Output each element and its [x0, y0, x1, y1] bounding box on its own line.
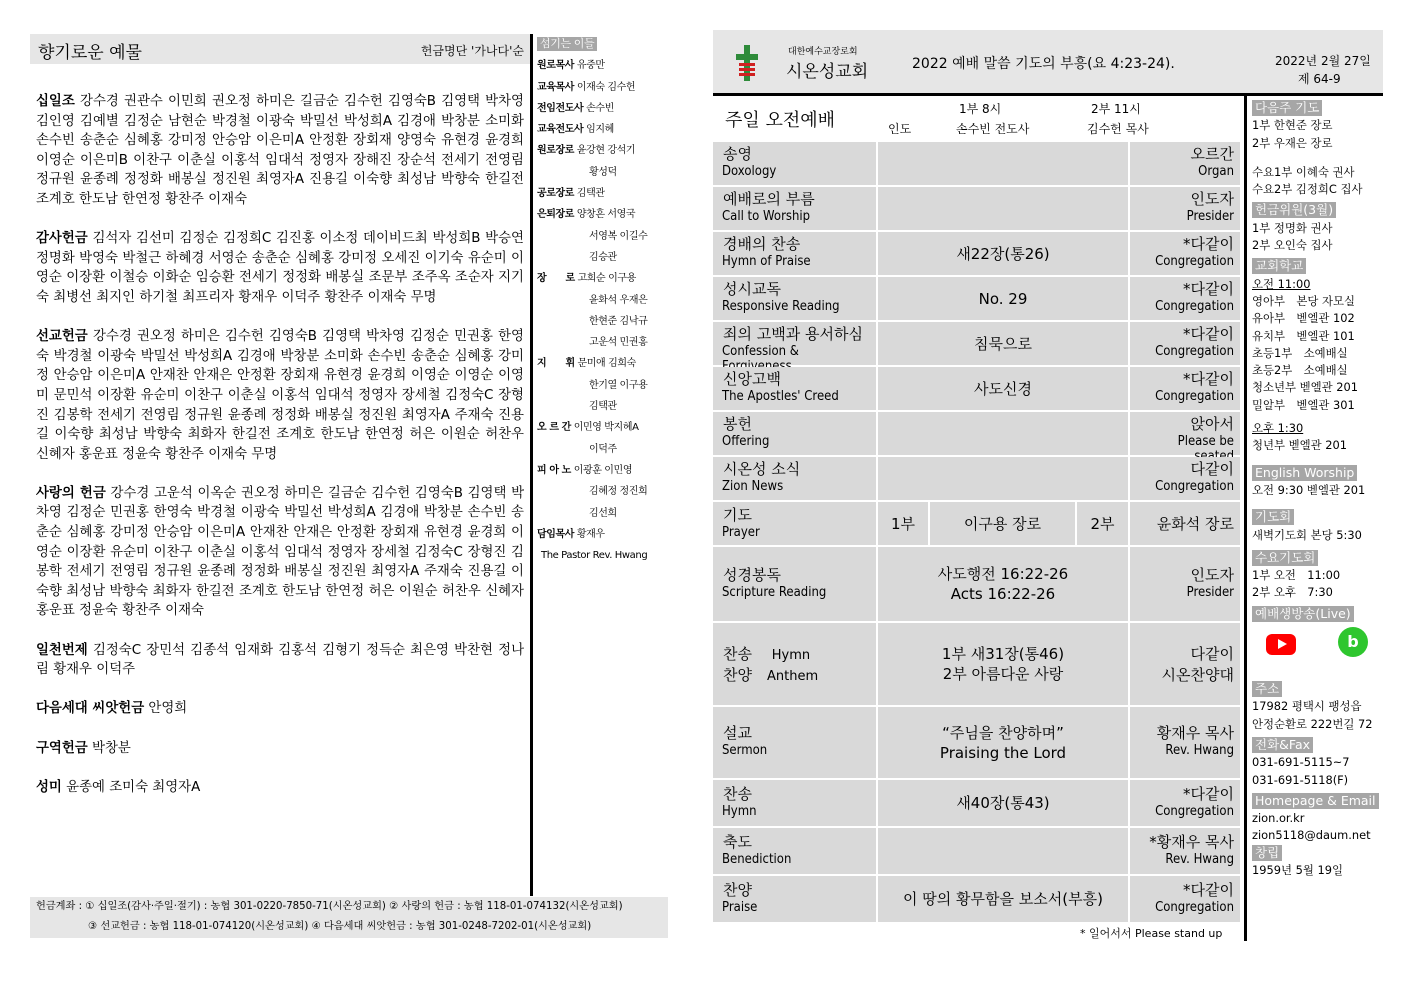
minister-names: 양창흔 서영국	[576, 209, 636, 221]
minister-names: 이덕주	[589, 443, 617, 455]
info-line: 안정순환로 222번길 72	[1252, 716, 1373, 731]
row-title: 예배로의 부름	[723, 190, 815, 208]
row-right-ko: 인도자	[1190, 190, 1234, 208]
ministers-heading: 섬기는 이들	[537, 37, 597, 51]
row-center	[878, 457, 1128, 500]
row-center	[878, 412, 1128, 455]
sermon-title-en: Praising the Lord	[939, 743, 1067, 762]
row-title-en: Scripture Reading	[722, 585, 827, 600]
school-heading: 교회학교	[1252, 258, 1306, 274]
email-link[interactable]: zion5118@daum.net	[1252, 828, 1371, 843]
minister-names: 한기열 이구용	[589, 379, 648, 391]
row-title: 기도	[723, 506, 752, 524]
row-right	[1130, 547, 1240, 621]
row-title-en: Hymn of Praise	[722, 254, 811, 269]
row-title-en: Sermon	[722, 743, 768, 758]
wed-heading: 수요기도회	[1252, 550, 1318, 566]
row-right-ko: *다같이	[1183, 785, 1234, 803]
row-right-ko: *다같이	[1183, 881, 1234, 899]
anthem-right1: 다같이	[1190, 645, 1234, 663]
offering-group	[36, 641, 524, 680]
row-center-text: 새22장(통26)	[956, 244, 1050, 263]
info-line: 초등1부 소예배실	[1252, 345, 1348, 360]
row-title: 시온성 소식	[723, 460, 801, 478]
row-title: 송영	[723, 145, 752, 163]
offer-heading: 헌금위원(3월)	[1252, 202, 1336, 218]
row-right	[1130, 780, 1240, 826]
group-label: 감사헌금	[36, 231, 88, 247]
footer-line: ③ 선교헌금 : 농협 118-01-074120(시온성교회) ④ 다음세대 씨앗헌금 : 농협 301-0248-7202-01(시온성교회)	[88, 921, 592, 932]
row-right-ko: *다같이	[1183, 235, 1234, 253]
account-footer	[30, 897, 668, 938]
info-line: 새벽기도회 본당 5:30	[1252, 527, 1362, 542]
offering-subtitle: 헌금명단 '가나다'순	[420, 44, 524, 58]
row-right-en: Organ	[1198, 164, 1234, 179]
row-right-ko: 다같이	[1190, 460, 1234, 478]
school-pm: 오후 1:30	[1252, 421, 1304, 436]
minister-names: 이광훈 이민영	[573, 464, 633, 476]
row-right	[1130, 623, 1240, 705]
anthem-en2: Anthem	[767, 669, 819, 684]
minister-names: 손수빈	[586, 102, 614, 114]
row-right	[1130, 412, 1240, 455]
offering-group	[36, 699, 524, 719]
part2-leader: 김수헌 목사	[1087, 122, 1149, 136]
row-title-en: Prayer	[722, 525, 760, 540]
row-right	[1130, 322, 1240, 365]
offering-group	[36, 739, 524, 759]
order-row	[713, 187, 1240, 230]
row-center	[878, 780, 1128, 826]
lead-label: 인도	[888, 122, 912, 136]
founded-heading: 창립	[1252, 845, 1282, 861]
row-right-en: Congregation	[1155, 254, 1234, 269]
row-title-en: Confession &	[722, 344, 799, 359]
minister-row	[537, 204, 667, 225]
bulletin-date: 2022년 2월 27일	[1275, 54, 1371, 68]
denomination: 대한예수교장로회	[788, 47, 858, 57]
minister-role: 원로목사	[537, 60, 575, 72]
row-title: 봉헌	[723, 415, 752, 433]
minister-row	[537, 55, 667, 76]
group-label: 사랑의 헌금	[36, 485, 106, 501]
row-left	[713, 412, 876, 455]
info-line: 2부 오후 7:30	[1252, 585, 1333, 600]
info-line: 수요2부 김정희C 집사	[1252, 182, 1363, 197]
info-line: 1부 정명화 권사	[1252, 220, 1333, 235]
minister-role: 장 로	[537, 273, 575, 285]
order-row	[713, 232, 1240, 275]
row-left	[713, 187, 876, 230]
row-right-ko: *다같이	[1183, 325, 1234, 343]
minister-row	[537, 119, 667, 140]
row-title-en: Doxology	[722, 164, 777, 179]
row-title-en: Benediction	[722, 852, 792, 867]
group-label: 다음세대 씨앗헌금	[36, 701, 145, 717]
row-center	[878, 187, 1128, 230]
info-line: 청년부 벧엘관 201	[1252, 438, 1348, 453]
group-names: 김정숙C 장민석 김종석 임재화 김홍석 김형기 정득순 최은영 박찬현 정나림 황재우 이덕주	[36, 642, 525, 678]
minister-role: 지 휘	[537, 358, 575, 370]
next-week-heading: 다음주 기도	[1252, 100, 1322, 116]
group-names: 윤종예 조미숙 최영자A	[66, 779, 201, 795]
row-right-ko: 앉아서	[1190, 415, 1234, 433]
minister-names: 임지혜	[586, 124, 614, 136]
info-line: 영아부 본당 자모실	[1252, 293, 1356, 308]
row-title: 찬양	[723, 881, 752, 899]
row-right	[1130, 828, 1240, 874]
order-row-prayer	[713, 502, 1240, 545]
offering-group	[36, 229, 524, 307]
minister-role: 교육전도사	[537, 124, 584, 136]
row-title: 경배의 찬송	[723, 235, 801, 253]
info-line: 유치부 벧엘관 101	[1252, 328, 1355, 343]
anthem-ko2: 찬양	[723, 666, 752, 684]
order-row-praise	[713, 876, 1240, 922]
anthem-line2: 2부 아름다운 사랑	[942, 665, 1064, 683]
info-line: 2부 우재은 장로	[1252, 135, 1333, 150]
row-right	[1130, 457, 1240, 500]
order-row	[713, 142, 1240, 185]
row-title: 신앙고백	[723, 370, 781, 388]
minister-names: 유중만	[576, 60, 605, 72]
offering-list	[36, 92, 524, 817]
row-left	[713, 876, 876, 922]
group-names: 강수경 권관수 이민희 권오정 하미은 길금순 김수헌 김영숙B 김영택 박차영 김인영 김예별 김정순 남현순 박경철 이광숙 박밀선 박성희A 김경애 박창분 소미화 손수빈 송춘순 심혜홍 강미정 안승암 이은미A 안정환 장회재 양영숙 유현경 윤경희 이영순 이은미B 이찬구 이춘실 이홍석 임대석 정영자 장해진 장순석 전세기 전영림 정규원 윤종례 정정화 배봉실 정진원 최영자A 진용길 이숙향 최성남 박향숙 한길전 조계호 한도남 한연정 황찬주 이재숙	[36, 94, 524, 207]
row-right-en: Rev. Hwang	[1165, 852, 1234, 867]
row-right-ko: *다같이	[1183, 370, 1234, 388]
info-line: 오전 9:30 벧엘관 201	[1252, 482, 1366, 497]
minister-names: 김택관	[576, 188, 605, 200]
minister-names: 김택관	[589, 401, 617, 413]
info-line	[1252, 152, 1387, 164]
row-center-text: 침묵으로	[974, 334, 1032, 353]
row-title: 성경봉독	[723, 566, 781, 584]
group-names: 강수경 고운석 이옥순 권오정 하미은 길금순 김수헌 김영숙B 김영택 박차영 김정순 민권홍 한영숙 박경철 이광숙 박밀선 박성희A 김경애 박창분 손수빈 송춘순 심혜홍 강미정 안승암 이은미A 안재찬 안재은 안정환 장회재 유현경 윤경희 이영순 이장환 유순미 이찬구 이춘실 이홍석 임대석 정영자 장세철 김정숙C 장형진 김봉학 전세기 전영림 정규원 윤종례 정정화 배봉실 정진원 최영자A 주재숙 진용길 이숙향 최성남 박향숙 최화자 한길전 조계호 한도남 한연정 허은 이원순 허찬우 신혜자 홍운표 정윤숙 황찬주 이재숙	[36, 485, 524, 619]
row-title-en: Hymn	[722, 804, 757, 819]
order-row	[713, 367, 1240, 410]
part2-time: 2부 11시	[1091, 102, 1141, 116]
row-title: 축도	[723, 833, 752, 851]
row-center	[878, 232, 1128, 275]
pastor-en: The Pastor Rev. Hwang	[541, 550, 648, 562]
row-center-text: No. 29	[978, 289, 1028, 308]
offering-group	[36, 327, 524, 464]
part1-time: 1부 8시	[959, 102, 1002, 116]
row-title-en: Call to Worship	[722, 209, 811, 224]
row-right	[1130, 277, 1240, 320]
sermon-title: “주님을 찬양하며”	[942, 723, 1064, 742]
info-line: 초등2부 소예배실	[1252, 363, 1348, 378]
minister-names: 한현준 김낙규	[589, 315, 648, 327]
row-right-en: Rev. Hwang	[1165, 743, 1234, 758]
minister-names: 김혜정 정진희	[589, 486, 648, 498]
row-left	[713, 277, 876, 320]
prayer-part1-name: 이구용 장로	[930, 502, 1075, 545]
church-name: 시온성교회	[786, 62, 869, 82]
row-center	[878, 322, 1128, 365]
row-left	[713, 828, 876, 874]
minister-row	[537, 183, 667, 204]
row-title: 찬송	[723, 785, 752, 803]
group-names: 박창분	[92, 740, 131, 756]
row-left	[713, 547, 876, 621]
row-title-en: Responsive Reading	[722, 299, 840, 314]
info-line: 17982 평택시 팽성읍	[1252, 699, 1362, 714]
row-right-en: Please be	[1177, 434, 1234, 449]
order-row-hymn	[713, 780, 1240, 826]
minister-names: 문미애 김희숙	[577, 358, 636, 370]
row-left	[713, 502, 876, 545]
minister-row	[537, 140, 667, 161]
minister-row	[537, 460, 667, 481]
group-names: 안영희	[148, 701, 188, 717]
anthem-en1: Hymn	[771, 648, 811, 663]
offering-group	[36, 778, 524, 798]
minister-row	[537, 268, 667, 289]
row-center-text: 새40장(통43)	[956, 794, 1050, 812]
group-label: 선교헌금	[36, 329, 88, 345]
address-heading: 주소	[1252, 681, 1282, 697]
tel-heading: 전화&Fax	[1252, 737, 1313, 753]
minister-role: 전임전도사	[537, 102, 584, 114]
row-right	[1130, 232, 1240, 275]
minister-role: 원로장로	[537, 145, 575, 157]
info-line: 수요1부 이혜숙 권사	[1252, 164, 1355, 179]
row-right-en: Presider	[1186, 585, 1234, 600]
row-right-en: Congregation	[1155, 900, 1234, 915]
info-line: 1부 한현준 장로	[1252, 118, 1333, 133]
minister-role: 공로장로	[537, 188, 575, 200]
row-title: 설교	[723, 724, 752, 742]
church-logo-icon	[736, 45, 758, 81]
minister-names: 윤화석 우재은	[589, 294, 648, 306]
offering-header	[30, 34, 532, 64]
row-title: 죄의 고백과 용서하심	[723, 325, 863, 343]
row-right-en: Congregation	[1155, 299, 1234, 314]
row-left	[713, 142, 876, 185]
scripture-en: Acts 16:22-26	[950, 585, 1056, 603]
offering-group	[36, 484, 524, 621]
order-row-anthem	[713, 623, 1240, 705]
row-right	[1130, 707, 1240, 778]
row-title-en: Praise	[722, 900, 758, 915]
group-label: 십일조	[36, 94, 75, 109]
row-left	[713, 367, 876, 410]
english-heading: English Worship	[1252, 465, 1357, 481]
year-theme: 2022 예배 말씀 기도의 부흥(요 4:23-24).	[912, 56, 1175, 72]
group-label: 일천번제	[36, 642, 88, 658]
row-center-text: 사도신경	[974, 379, 1032, 398]
minister-row	[537, 77, 667, 98]
order-row	[713, 277, 1240, 320]
info-line: 2부 오인숙 집사	[1252, 238, 1333, 253]
anthem-ko1: 찬송	[723, 645, 752, 663]
part1-leader: 손수빈 전도사	[956, 122, 1030, 136]
prayer-part1: 1부	[878, 502, 928, 545]
minister-names: 이민영 박지혜A	[573, 422, 639, 434]
order-row-scripture	[713, 547, 1240, 621]
row-left	[713, 232, 876, 275]
minister-row	[537, 98, 667, 119]
row-right-en: Congregation	[1155, 479, 1234, 494]
row-center	[878, 142, 1128, 185]
row-center	[878, 876, 1128, 922]
school-am: 오전 11:00	[1252, 276, 1311, 291]
order-row	[713, 412, 1240, 455]
minister-names: 이재숙 김수헌	[576, 81, 636, 93]
row-center	[878, 828, 1128, 874]
prayer-heading: 기도회	[1252, 509, 1294, 525]
row-left	[713, 780, 876, 826]
minister-names: 황성덕	[589, 166, 617, 178]
prayer-part2-name: 윤화석 장로	[1130, 502, 1240, 545]
row-right-ko: *다같이	[1183, 280, 1234, 298]
minister-role: 교육목사	[537, 81, 575, 93]
minister-names: 윤강현 강석기	[576, 145, 636, 157]
row-title-en: Zion News	[722, 479, 784, 494]
row-right-en: Congregation	[1155, 389, 1234, 404]
anthem-right2: 시온찬양대	[1161, 666, 1234, 684]
row-right-en: Presider	[1186, 209, 1234, 224]
row-title-en: Offering	[722, 434, 770, 449]
prayer-part2: 2부	[1077, 502, 1128, 545]
service-title: 주일 오전예배	[725, 110, 836, 131]
minister-row	[537, 353, 667, 374]
ministers-list	[537, 34, 667, 566]
anthem-line1: 1부 새31장(통46)	[941, 645, 1065, 663]
row-right-ko: 황재우 목사	[1156, 724, 1234, 742]
row-center	[878, 547, 1128, 621]
minister-names: 김선희	[589, 507, 617, 519]
minister-names: 고희순 이구용	[577, 273, 636, 285]
minister-names: 고운석 민권홍	[589, 337, 648, 349]
row-right	[1130, 367, 1240, 410]
info-line: 밀알부 벧엘관 301	[1252, 397, 1355, 412]
group-names: 강수경 권오정 하미은 김수헌 김영숙B 김영택 박차영 김정순 민권홍 한영숙 박경철 이광숙 박밀선 박성희A 김경애 박창분 소미화 손수빈 송춘순 심혜홍 강미정 안승암 이은미A 안재찬 안재은 안정환 장회재 유현경 윤경희 이영순 이영순 이영미 문민석 이장환 유순미 이찬구 이춘실 이홍석 임대석 정영자 장세철 김정숙C 장형진 김봉학 전세기 전영림 정규원 윤종례 정정화 배봉실 정진원 최영자A 주재숙 진용길 이숙향 최성남 박향숙 최화자 한길전 조계호 한도남 한연정 허은 이원순 허찬우 신혜자 홍운표 정윤숙 황찬주 이재숙 무명	[36, 329, 524, 462]
minister-role: 오 르 간	[537, 422, 571, 434]
row-left	[713, 457, 876, 500]
info-line	[1252, 420, 1387, 437]
row-center	[878, 623, 1128, 705]
row-right-en: Congregation	[1155, 804, 1234, 819]
row-right-ko: 인도자	[1190, 566, 1234, 584]
info-line: 1959년 5월 19일	[1252, 862, 1343, 877]
row-right	[1130, 142, 1240, 185]
offering-title: 향기로운 예물	[38, 43, 142, 63]
sidebar-divider	[1244, 96, 1247, 941]
minister-row	[537, 524, 667, 545]
issue-number: 제 64-9	[1298, 72, 1341, 86]
row-left	[713, 623, 876, 705]
minister-role: 은퇴장로	[537, 209, 575, 221]
row-center-text: 이 땅의 황무함을 보소서(부흥)	[903, 890, 1103, 908]
order-row-benediction	[713, 828, 1240, 874]
minister-role: 담임목사	[537, 528, 575, 540]
row-title: 성시교독	[723, 280, 781, 298]
live-links	[1252, 627, 1387, 661]
scripture-ko: 사도행전 16:22-26	[937, 565, 1069, 583]
group-names: 김석자 김선미 김정순 김정희C 김진홍 이소정 데이비드최 박성희B 박승연 정명화 박영숙 박철근 하혜경 서영순 송춘순 심혜홍 강미정 오세진 이기숙 유순미 이영순 이장환 이철승 이화순 임승환 전세기 정정화 배봉실 조문부 조주옥 조순자 지기숙 최병선 최지인 하기철 최프리자 황재우 이덕주 황찬주 이재숙 무명	[36, 231, 524, 305]
row-left	[713, 322, 876, 365]
row-center	[878, 707, 1128, 778]
info-sidebar	[1252, 100, 1387, 879]
row-title-en: The Apostles' Creed	[722, 389, 839, 404]
column-divider	[530, 34, 533, 896]
order-row	[713, 322, 1240, 365]
homepage-link[interactable]: zion.or.kr	[1252, 811, 1305, 826]
row-right-en: Congregation	[1155, 344, 1234, 359]
minister-names: 황재우	[576, 528, 605, 540]
web-heading: Homepage & Email	[1252, 793, 1379, 809]
offering-group	[36, 92, 524, 210]
row-right	[1130, 187, 1240, 230]
footer-line: 헌금계좌 : ① 십일조(감사·주일·절기) : 농협 301-0220-7850-71(시온성교회) ② 사랑의 헌금 : 농협 118-01-074132(시온성교회)	[36, 901, 623, 912]
info-line: 청소년부 벧엘관 201	[1252, 380, 1359, 395]
row-right-ko: 오르간	[1190, 145, 1234, 163]
row-center	[878, 277, 1128, 320]
info-line: 1부 오전 11:00	[1252, 568, 1341, 583]
row-left	[713, 707, 876, 778]
order-row-sermon	[713, 707, 1240, 778]
group-label: 성미	[36, 779, 62, 795]
service-header	[713, 96, 1240, 142]
minister-names: 서영복 이길수	[589, 230, 648, 242]
live-heading: 예배생방송(Live)	[1252, 606, 1354, 622]
minister-names: 김승관	[589, 251, 617, 263]
info-line: 031-691-5115~7	[1252, 755, 1350, 770]
info-line: 유아부 벧엘관 102	[1252, 311, 1355, 326]
row-right-ko: *황재우 목사	[1149, 833, 1234, 851]
row-right	[1130, 876, 1240, 922]
standup-note: * 일어서서 Please stand up	[1080, 927, 1223, 940]
order-row	[713, 457, 1240, 500]
band-icon[interactable]: b	[1338, 627, 1368, 657]
minister-role: 피 아 노	[537, 464, 571, 476]
info-line	[1252, 276, 1387, 293]
group-label: 구역헌금	[36, 740, 88, 756]
youtube-icon[interactable]	[1264, 627, 1298, 661]
info-line: 031-691-5118(F)	[1252, 772, 1349, 787]
minister-row	[537, 417, 667, 438]
row-center	[878, 367, 1128, 410]
